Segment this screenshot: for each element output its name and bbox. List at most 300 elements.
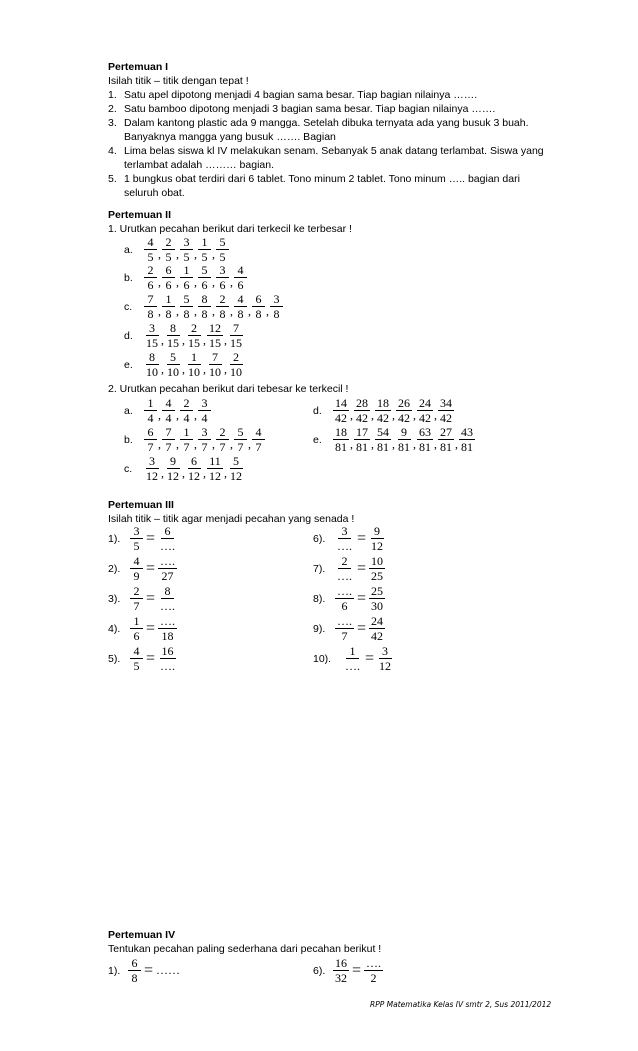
fraction — [417, 426, 433, 453]
fraction — [343, 645, 362, 672]
question-item — [108, 144, 578, 172]
question-number: 2. — [108, 103, 117, 115]
fraction-sequence — [144, 351, 244, 378]
comma: , — [194, 275, 197, 289]
denominator: 12 — [209, 469, 221, 483]
numerator: 2 — [180, 397, 193, 411]
numerator: 14 — [335, 396, 347, 410]
equals-sign: = — [146, 649, 156, 667]
comma: , — [248, 304, 251, 318]
numerator: 9 — [371, 525, 384, 539]
denominator: 12 — [379, 659, 392, 673]
equals-sign: = — [144, 961, 154, 979]
equals-sign: = — [365, 649, 375, 667]
numerator: 8 — [167, 322, 180, 336]
item-label: 10). — [313, 652, 332, 665]
question-item — [108, 88, 578, 102]
fraction — [180, 397, 193, 424]
item-label: a. — [124, 404, 133, 417]
numerator: 4 — [144, 236, 157, 250]
denominator: …. — [337, 569, 352, 583]
fraction — [335, 585, 354, 612]
denominator: 4 — [183, 411, 190, 425]
numerator: 4 — [252, 426, 265, 440]
question-number: 5. — [108, 173, 117, 185]
fraction-sequence — [144, 426, 265, 453]
comma: , — [371, 408, 374, 422]
numerator: 6 — [188, 455, 201, 469]
fraction — [165, 351, 181, 378]
fraction — [396, 397, 412, 424]
comma: , — [158, 408, 161, 422]
fraction — [158, 555, 177, 582]
numerator: 2 — [162, 236, 175, 250]
fraction — [158, 585, 177, 612]
numerator: …. — [160, 554, 176, 568]
comma: , — [182, 466, 185, 480]
answer-blank: …… — [156, 963, 181, 977]
item-label: 5). — [108, 652, 121, 665]
item-label: 1). — [108, 532, 121, 545]
numerator: 6 — [162, 264, 175, 278]
comma: , — [182, 333, 185, 347]
comma: , — [176, 275, 179, 289]
comma: , — [392, 408, 395, 422]
equals-sign: = — [146, 589, 156, 607]
fraction — [198, 293, 211, 320]
equivalent-fraction-item — [108, 525, 177, 552]
instruction: Tentukan pecahan paling sederhana dari pecahan berikut ! — [108, 943, 382, 955]
denominator: 4 — [147, 411, 154, 425]
numerator: 2 — [130, 585, 143, 599]
question-item — [108, 116, 578, 144]
comma: , — [203, 333, 206, 347]
numerator: 2 — [144, 264, 157, 278]
comma: , — [176, 304, 179, 318]
item-label: c. — [124, 462, 133, 475]
fraction-sequence-row — [124, 293, 283, 320]
equals-sign: = — [357, 559, 367, 577]
fraction — [333, 957, 349, 984]
item-label: 9). — [313, 622, 326, 635]
denominator: 6 — [237, 278, 244, 292]
comma: , — [158, 247, 161, 261]
comma: , — [212, 275, 215, 289]
numerator: 6 — [161, 525, 174, 539]
denominator: 8 — [219, 307, 226, 321]
equivalent-fraction-item — [108, 645, 177, 672]
question-2 — [108, 382, 578, 396]
numerator: 2 — [216, 426, 229, 440]
denominator: 6 — [341, 599, 348, 613]
comma: , — [176, 408, 179, 422]
fraction — [186, 351, 202, 378]
comma: , — [194, 437, 197, 451]
fraction — [180, 426, 193, 453]
denominator: 42 — [419, 411, 431, 425]
numerator: 6 — [128, 957, 141, 971]
comma: , — [224, 333, 227, 347]
numerator: 34 — [440, 396, 452, 410]
numerator: 5 — [216, 236, 229, 250]
fraction — [216, 426, 229, 453]
numerator: 8 — [146, 351, 159, 365]
fraction — [335, 525, 354, 552]
denominator: 10 — [230, 365, 242, 379]
equals-sign: = — [357, 589, 367, 607]
question-text: Satu bamboo dipotong menjadi 3 bagian sama besar. Tiap bagian nilainya ……. — [124, 103, 496, 115]
equivalent-fraction-item — [108, 585, 177, 612]
fraction — [198, 426, 211, 453]
denominator: …. — [160, 599, 176, 613]
denominator: 30 — [371, 599, 384, 613]
numerator: 2 — [338, 555, 351, 569]
numerator: 26 — [398, 396, 410, 410]
simplify-item-6 — [313, 957, 383, 984]
numerator: 1 — [130, 615, 143, 629]
fraction — [165, 455, 181, 482]
instruction: Isilah titik – titik agar menjadi pecahan yang senada ! — [108, 513, 355, 525]
denominator: …. — [160, 659, 176, 673]
fraction — [165, 322, 181, 349]
numerator: 43 — [461, 425, 473, 439]
denominator: 6 — [165, 278, 172, 292]
equivalent-fraction-item — [108, 555, 177, 582]
section-title: Pertemuan II — [108, 209, 172, 221]
numerator: 3 — [130, 525, 143, 539]
fraction — [180, 264, 193, 291]
item-label: e. — [124, 358, 133, 371]
fraction — [158, 525, 177, 552]
section-pertemuan-3 — [108, 498, 578, 526]
numerator: 3 — [146, 455, 159, 469]
numerator: 2 — [216, 293, 229, 307]
equivalent-fraction-item — [313, 585, 385, 612]
numerator: 25 — [371, 584, 384, 598]
fraction — [333, 397, 349, 424]
question-number: 4. — [108, 145, 117, 157]
question-number: 3. — [108, 117, 117, 129]
fraction — [369, 555, 385, 582]
denominator: 5 — [165, 250, 172, 264]
fraction — [162, 236, 175, 263]
denominator: 81 — [335, 440, 347, 454]
denominator: 6 — [183, 278, 190, 292]
comma: , — [161, 333, 164, 347]
numerator: …. — [337, 584, 352, 598]
item-label: 1). — [108, 964, 121, 977]
denominator: 7 — [165, 440, 172, 454]
denominator: 42 — [440, 411, 452, 425]
comma: , — [212, 304, 215, 318]
numerator: 4 — [162, 397, 175, 411]
numerator: 8 — [161, 585, 174, 599]
fraction-sequence-row — [124, 236, 229, 263]
numerator: 6 — [252, 293, 265, 307]
numerator: 3 — [198, 426, 211, 440]
fraction — [207, 455, 223, 482]
fraction-sequence — [144, 455, 244, 482]
fraction — [144, 264, 157, 291]
question-text: Banyaknya mangga yang busuk ……. Bagian — [124, 131, 336, 143]
comma: , — [350, 408, 353, 422]
question-list — [108, 88, 578, 200]
fraction — [396, 426, 412, 453]
section-title: Pertemuan IV — [108, 929, 176, 941]
section-title: Pertemuan III — [108, 499, 174, 511]
numerator: 63 — [419, 425, 431, 439]
fraction — [417, 397, 433, 424]
fraction — [335, 615, 354, 642]
fraction — [270, 293, 283, 320]
numerator: 24 — [419, 396, 431, 410]
numerator: 1 — [144, 397, 157, 411]
fraction-sequence — [144, 293, 283, 320]
fraction — [228, 322, 244, 349]
item-label: a. — [124, 243, 133, 256]
fraction — [252, 293, 265, 320]
fraction — [180, 236, 193, 263]
numerator: 1 — [180, 264, 193, 278]
numerator: 5 — [180, 293, 193, 307]
fraction — [354, 426, 370, 453]
denominator: 81 — [419, 440, 431, 454]
section-pertemuan-4 — [108, 928, 578, 956]
comma: , — [158, 275, 161, 289]
denominator: 5 — [133, 539, 140, 553]
numerator: 3 — [379, 645, 392, 659]
fraction — [162, 264, 175, 291]
numerator: 1 — [198, 236, 211, 250]
item-label: c. — [124, 300, 133, 313]
denominator: 7 — [183, 440, 190, 454]
question-item — [108, 172, 578, 200]
numerator: 9 — [398, 426, 411, 440]
numerator: 16 — [161, 644, 174, 658]
fraction — [144, 455, 160, 482]
question-text: terlambat adalah ……… bagian. — [124, 159, 274, 171]
denominator: 7 — [219, 440, 226, 454]
denominator: 7 — [147, 440, 154, 454]
denominator: …. — [337, 539, 352, 553]
numerator: 5 — [198, 264, 211, 278]
denominator: 27 — [161, 569, 174, 583]
denominator: 6 — [133, 629, 140, 643]
numerator: …. — [366, 956, 382, 970]
fraction — [369, 615, 385, 642]
item-label: 2). — [108, 562, 121, 575]
denominator: 42 — [356, 411, 368, 425]
fraction — [130, 615, 143, 642]
fraction — [144, 351, 160, 378]
fraction — [216, 236, 229, 263]
denominator: 15 — [230, 336, 242, 350]
denominator: 81 — [377, 440, 389, 454]
item-label: 3). — [108, 592, 121, 605]
item-label: d. — [313, 404, 322, 417]
denominator: 81 — [398, 440, 410, 454]
question-text: Dalam kantong plastic ada 9 mangga. Setelah dibuka ternyata ada yang busuk 3 buah. — [124, 117, 529, 129]
comma: , — [176, 437, 179, 451]
numerator: 5 — [234, 426, 247, 440]
denominator: 2 — [370, 971, 377, 985]
fraction-sequence — [333, 397, 454, 424]
numerator: 4 — [130, 645, 143, 659]
fraction — [375, 397, 391, 424]
fraction — [130, 525, 143, 552]
comma: , — [230, 304, 233, 318]
numerator: 27 — [440, 425, 452, 439]
denominator: 15 — [188, 336, 200, 350]
equivalent-fraction-item — [313, 525, 385, 552]
fraction — [198, 397, 211, 424]
fraction — [162, 293, 175, 320]
numerator: 24 — [371, 614, 384, 628]
question-1-text: 1. Urutkan pecahan berikut dari terkecil ke terbesar ! — [108, 223, 352, 235]
comma: , — [158, 304, 161, 318]
denominator: 5 — [183, 250, 190, 264]
fraction — [144, 397, 157, 424]
numerator: 11 — [209, 454, 221, 468]
denominator: 10 — [209, 365, 221, 379]
item-label: d. — [124, 329, 133, 342]
fraction-sequence — [333, 426, 475, 453]
numerator: 4 — [234, 264, 247, 278]
denominator: 5 — [219, 250, 226, 264]
fraction-sequence-row — [124, 351, 244, 378]
numerator: 18 — [335, 425, 347, 439]
denominator: 81 — [440, 440, 452, 454]
comma: , — [161, 362, 164, 376]
fraction — [144, 426, 157, 453]
numerator: 7 — [144, 293, 157, 307]
comma: , — [413, 408, 416, 422]
fraction — [130, 645, 143, 672]
numerator: 1 — [188, 351, 201, 365]
item-label: b. — [124, 433, 133, 446]
fraction — [144, 236, 157, 263]
item-label: 8). — [313, 592, 326, 605]
simplify-item-1 — [108, 957, 180, 984]
fraction-sequence-row — [124, 455, 244, 482]
numerator: 17 — [356, 425, 368, 439]
comma: , — [194, 408, 197, 422]
comma: , — [224, 362, 227, 376]
numerator: 10 — [371, 554, 384, 568]
denominator: 10 — [188, 365, 200, 379]
equals-sign: = — [146, 529, 156, 547]
numerator: 3 — [216, 264, 229, 278]
equals-sign: = — [352, 961, 362, 979]
denominator: 4 — [165, 411, 172, 425]
item-label: b. — [124, 271, 133, 284]
comma: , — [203, 466, 206, 480]
fraction-sequence — [144, 264, 247, 291]
numerator: 16 — [335, 956, 347, 970]
question-text: 1 bungkus obat terdiri dari 6 tablet. Tono minum 2 tablet. Tono minum ….. bagian dari — [124, 173, 520, 185]
item-label: 6). — [313, 532, 326, 545]
numerator: 9 — [167, 455, 180, 469]
comma: , — [266, 304, 269, 318]
numerator: 3 — [146, 322, 159, 336]
comma: , — [161, 466, 164, 480]
question-text: Lima belas siswa kl IV melakukan senam. Sebanyak 5 anak datang terlambat. Siswa yang — [124, 145, 544, 157]
item-label: e. — [313, 433, 322, 446]
numerator: 54 — [377, 425, 389, 439]
fraction — [438, 426, 454, 453]
comma: , — [248, 437, 251, 451]
fraction — [234, 426, 247, 453]
numerator: 8 — [198, 293, 211, 307]
numerator: 7 — [209, 351, 222, 365]
fraction — [369, 525, 385, 552]
page-footer: RPP Matematika Kelas IV smtr 2, Sus 2011/2012 — [370, 1000, 552, 1009]
fraction — [130, 585, 143, 612]
question-number: 1. — [108, 89, 117, 101]
comma: , — [182, 362, 185, 376]
question-text: seluruh obat. — [124, 187, 185, 199]
section-pertemuan-2 — [108, 208, 578, 236]
numerator: 1 — [162, 293, 175, 307]
denominator: 8 — [237, 307, 244, 321]
denominator: 15 — [146, 336, 158, 350]
equivalent-fraction-item — [313, 615, 385, 642]
comma: , — [176, 247, 179, 261]
numerator: 2 — [230, 351, 243, 365]
equivalent-fraction-item — [108, 615, 177, 642]
fraction — [198, 236, 211, 263]
numerator: 3 — [180, 236, 193, 250]
numerator: 3 — [338, 525, 351, 539]
denominator: 8 — [147, 307, 154, 321]
fraction — [333, 426, 349, 453]
denominator: 8 — [165, 307, 172, 321]
fraction-sequence-row — [313, 397, 454, 424]
comma: , — [194, 247, 197, 261]
fraction — [335, 555, 354, 582]
numerator: 1 — [180, 426, 193, 440]
comma: , — [392, 437, 395, 451]
fraction — [162, 426, 175, 453]
fraction — [198, 264, 211, 291]
fraction — [186, 455, 202, 482]
item-label: 6). — [313, 964, 326, 977]
denominator: 81 — [461, 440, 473, 454]
denominator: 8 — [255, 307, 262, 321]
equals-sign: = — [357, 619, 367, 637]
fraction — [144, 322, 160, 349]
denominator: 10 — [146, 365, 158, 379]
answer-fraction — [364, 957, 383, 984]
denominator: …. — [345, 659, 360, 673]
denominator: 25 — [371, 569, 384, 583]
fraction — [354, 397, 370, 424]
denominator: 8 — [201, 307, 208, 321]
numerator: …. — [337, 614, 352, 628]
denominator: …. — [160, 539, 176, 553]
comma: , — [230, 275, 233, 289]
equivalent-fraction-item — [313, 555, 385, 582]
denominator: 7 — [133, 599, 140, 613]
fraction — [207, 322, 223, 349]
fraction — [216, 264, 229, 291]
denominator: 6 — [219, 278, 226, 292]
fraction — [377, 645, 393, 672]
denominator: 7 — [237, 440, 244, 454]
numerator: 4 — [130, 555, 143, 569]
denominator: 12 — [167, 469, 179, 483]
denominator: 8 — [131, 971, 138, 985]
